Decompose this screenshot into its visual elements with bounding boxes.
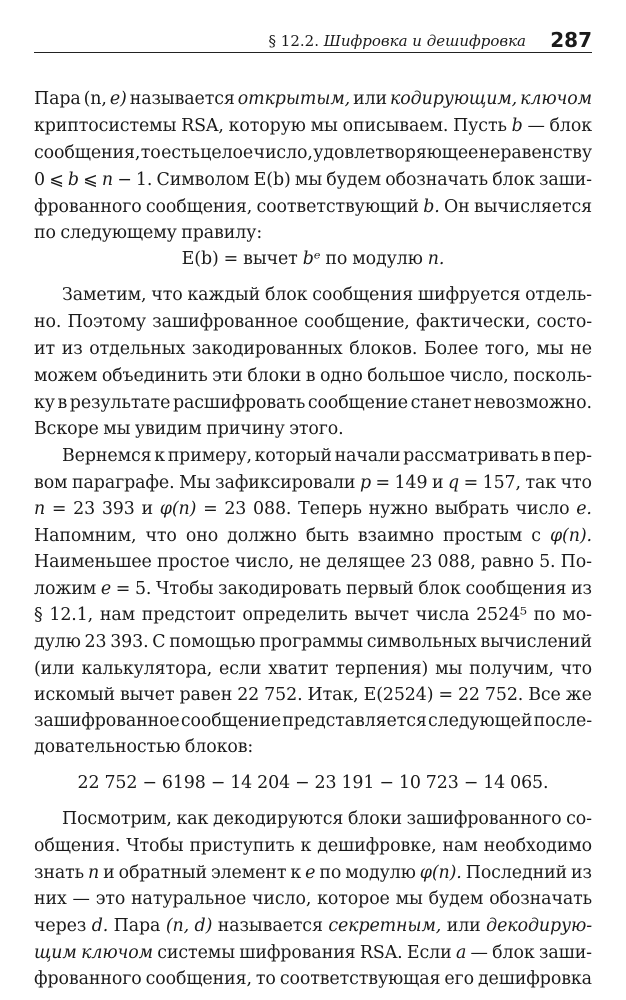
text-line: Заметим, что каждый блок сообщения шифруется отдель-: [62, 285, 592, 305]
text-line: но. Поэтому зашифрованное сообщение, фактически, состо-: [34, 312, 592, 332]
text-line: общения. Чтобы приступить к дешифровке, нам необходимо: [34, 836, 592, 856]
text-line: Напомним, что оно должно быть взаимно простым с φ(n).: [34, 526, 592, 546]
running-header: [34, 26, 592, 53]
text-line: можем объединить эти блоки в одно большое число, посколь-: [34, 366, 592, 386]
text-line: Пара (n, e) называется открытым, или кодирующим, ключом: [34, 89, 592, 109]
section-heading: § 12.2. Шифровка и дешифровка: [268, 32, 526, 50]
text-line: криптосистемы RSA, которую мы описываем. Пусть b — блок: [34, 116, 592, 136]
text-line: вом параграфе. Мы зафиксировали p = 149 и q = 157, так что: [34, 473, 592, 493]
text-line: через d. Пара (n, d) называется секретным, или декодирую-: [34, 916, 592, 936]
text-line: знать n и обратный элемент к e по модулю φ(n). Последний из: [34, 863, 592, 883]
text-line: фрованного сообщения, соответствующий b. Он вычисляется: [34, 197, 592, 217]
text-line: Наименьшее простое число, не делящее 23 088, равно 5. По-: [34, 552, 592, 572]
text-line: Вскоре мы увидим причину этого.: [34, 419, 344, 439]
text-line: искомый вычет равен 22 752. Итак, E(2524) = 22 752. Все же: [34, 685, 592, 705]
text-line: (или калькулятора, если хватит терпения) мы получим, что: [34, 659, 592, 679]
page-number: 287: [550, 28, 592, 52]
text-line: них — это натуральное число, которое мы будем обозначать: [34, 889, 592, 909]
text-line: по следующему правилу:: [34, 223, 263, 243]
text-line: 0 ⩽ b ⩽ n − 1. Символом E(b) мы будем обозначать блок заши-: [34, 170, 592, 190]
text-line: 22 752 − 6198 − 14 204 − 23 191 − 10 723 − 14 065.: [77, 773, 549, 793]
text-line: n = 23 393 и φ(n) = 23 088. Теперь нужно выбрать число e.: [34, 499, 592, 519]
text-line: § 12.1, нам предстоит определить вычет числа 2524⁵ по мо-: [34, 605, 592, 625]
text-line: сообщения, то есть целое число, удовлетворяющее неравенству: [34, 143, 592, 163]
text-line: ложим e = 5. Чтобы закодировать первый блок сообщения из: [34, 579, 592, 599]
text-line: зашифрованное сообщение представляется следующей после-: [34, 711, 592, 731]
text-line: щим ключом системы шифрования RSA. Если a — блок заши-: [34, 943, 592, 963]
text-line: E(b) = вычет bᵉ по модулю n.: [181, 249, 445, 269]
text-line: фрованного сообщения, то соответствующая его дешифровка: [34, 969, 592, 989]
text-line: Вернемся к примеру, который начали рассматривать в пер-: [62, 446, 592, 466]
text-line: довательностью блоков:: [34, 737, 254, 757]
text-line: Посмотрим, как декодируются блоки зашифрованного со-: [62, 809, 592, 829]
text-line: дулю 23 393. С помощью программы символьных вычислений: [34, 632, 592, 652]
text-line: ит из отдельных закодированных блоков. Более того, мы не: [34, 339, 592, 359]
text-line: ку в результате расшифровать сообщение станет невозможно.: [34, 393, 592, 413]
